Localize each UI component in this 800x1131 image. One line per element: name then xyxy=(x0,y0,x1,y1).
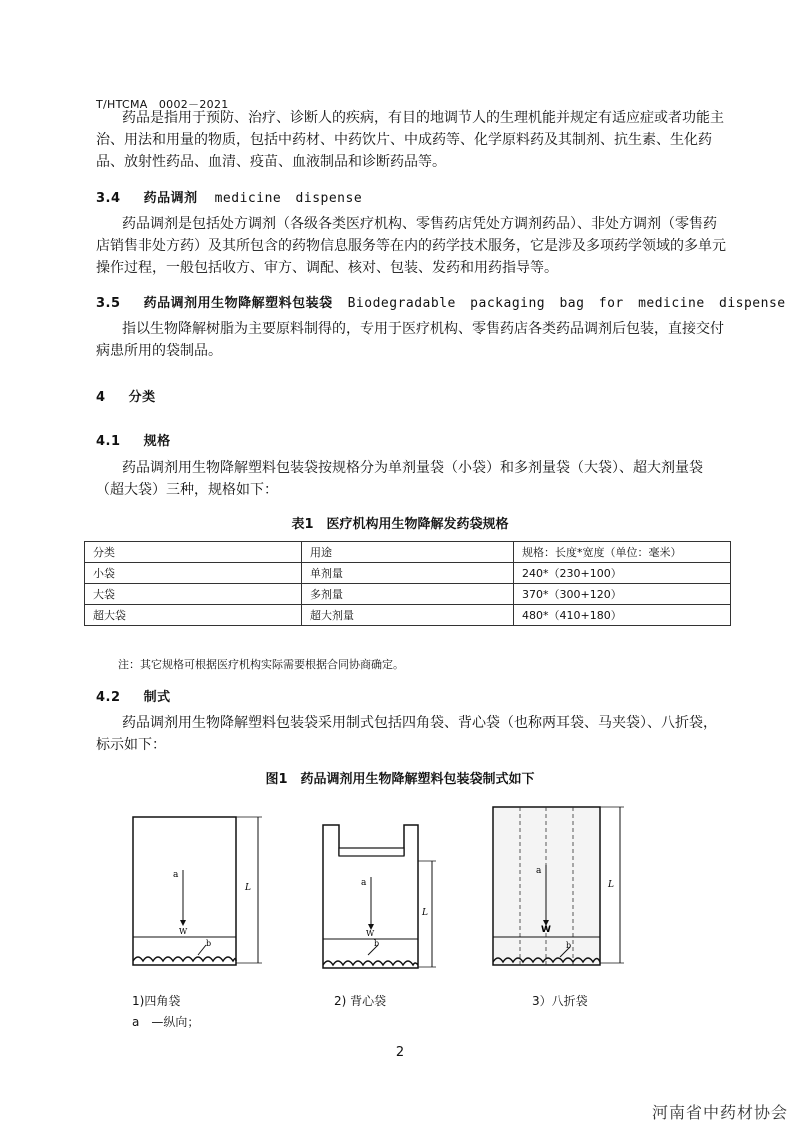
table-cell: 小袋 xyxy=(85,563,302,584)
section-title-cn: 规格 xyxy=(143,434,171,449)
figure-legend-a: a —纵向； xyxy=(132,1015,200,1029)
section-title-en: Biodegradable packaging bag for medicine dispense xyxy=(347,296,786,311)
section-title-cn: 制式 xyxy=(143,690,171,705)
section-number: 4.2 xyxy=(96,690,121,705)
mark-l: L xyxy=(422,908,428,918)
figure-label-eight-fold-bag: 3）八折袋 xyxy=(532,994,588,1008)
table-cell: 370*（300+120） xyxy=(514,584,731,605)
table-header-cell: 规格：长度*宽度（单位：毫米） xyxy=(514,542,731,563)
square-corner-bag-diagram xyxy=(133,817,262,965)
section-title-en: medicine dispense xyxy=(214,191,363,206)
section-4-1-heading xyxy=(96,430,171,449)
table-cell: 240*（230+100） xyxy=(514,563,731,584)
table-cell: 单剂量 xyxy=(302,563,514,584)
spec-table xyxy=(84,541,731,626)
eight-fold-bag-diagram xyxy=(493,807,624,965)
paragraph-bag-types: 药品调剂用生物降解塑料包装袋采用制式包括四角袋、背心袋（也称两耳袋、马夹袋）、八折袋，标示如下： xyxy=(96,715,717,753)
paragraph-bag-definition: 指以生物降解树脂为主要原料制得的，专用于医疗机构、零售药店各类药品调剂后包装，直接交付病患所用的袋制品。 xyxy=(96,321,724,359)
section-4-heading xyxy=(96,386,156,405)
table-cell: 超大袋 xyxy=(85,605,302,626)
table-cell: 480*（410+180） xyxy=(514,605,731,626)
figure-label-vest-bag: 2) 背心袋 xyxy=(334,994,387,1008)
section-title-cn: 分类 xyxy=(128,390,156,405)
table-cell: 多剂量 xyxy=(302,584,514,605)
mark-w: W xyxy=(541,925,551,935)
bag-diagrams xyxy=(0,795,800,995)
paragraph-drug-definition: 药品是指用于预防、治疗、诊断人的疾病，有目的地调节人的生理机能并规定有适应症或者功能主治、用法和用量的物质，包括中药材、中药饮片、中成药等、化学原料药及其制剂、抗生素、生化药品、放射性药品、血清、疫苗、血液制品和诊断药品等。 xyxy=(96,110,724,170)
section-number: 4 xyxy=(96,390,106,405)
mark-a: a xyxy=(173,870,179,880)
mark-l: L xyxy=(245,883,251,893)
paragraph-spec-intro: 药品调剂用生物降解塑料包装袋按规格分为单剂量袋（小袋）和多剂量袋（大袋）、超大剂量袋（超大袋）三种，规格如下： xyxy=(96,460,703,498)
mark-b: b xyxy=(566,941,572,950)
table-row xyxy=(85,563,731,584)
mark-b: b xyxy=(374,939,380,948)
table-row xyxy=(85,605,731,626)
mark-b: b xyxy=(206,939,212,948)
table-header-cell: 分类 xyxy=(85,542,302,563)
vest-bag-diagram xyxy=(323,825,436,968)
mark-a: a xyxy=(361,878,367,888)
section-3-5-heading xyxy=(96,292,786,311)
section-3-4-heading xyxy=(96,187,362,206)
table-caption: 表1 医疗机构用生物降解发药袋规格 xyxy=(291,517,509,532)
figure-caption: 图1 药品调剂用生物降解塑料包装袋制式如下 xyxy=(265,772,535,787)
section-number: 3.4 xyxy=(96,191,121,206)
section-number: 4.1 xyxy=(96,434,121,449)
watermark: 河南省中药材协会 xyxy=(651,1103,788,1122)
table-row xyxy=(85,584,731,605)
page-number: 2 xyxy=(395,1045,405,1060)
mark-w: W xyxy=(366,929,375,938)
mark-w: W xyxy=(179,927,188,936)
table-header-cell: 用途 xyxy=(302,542,514,563)
document-header: T/HTCMA 0002－2021 xyxy=(96,98,229,111)
table-cell: 大袋 xyxy=(85,584,302,605)
table-header-row xyxy=(85,542,731,563)
section-title-cn: 药品调剂 xyxy=(143,191,198,206)
section-title-cn: 药品调剂用生物降解塑料包装袋 xyxy=(143,296,333,311)
figure-label-square-bag: 1)四角袋 xyxy=(132,994,181,1008)
paragraph-dispense-definition: 药品调剂是包括处方调剂（各级各类医疗机构、零售药店凭处方调剂药品）、非处方调剂（零售药店销售非处方药）及其所包含的药物信息服务等在内的药学技术服务，它是涉及多项药学领域的多单元操作过程，一般包括收方、审方、调配、核对、包装、发药和用药指导等。 xyxy=(96,216,726,276)
section-number: 3.5 xyxy=(96,296,121,311)
mark-l: L xyxy=(608,880,614,890)
section-4-2-heading xyxy=(96,686,171,705)
mark-a: a xyxy=(536,866,542,876)
table-note: 注：其它规格可根据医疗机构实际需要根据合同协商确定。 xyxy=(118,658,404,671)
table-cell: 超大剂量 xyxy=(302,605,514,626)
